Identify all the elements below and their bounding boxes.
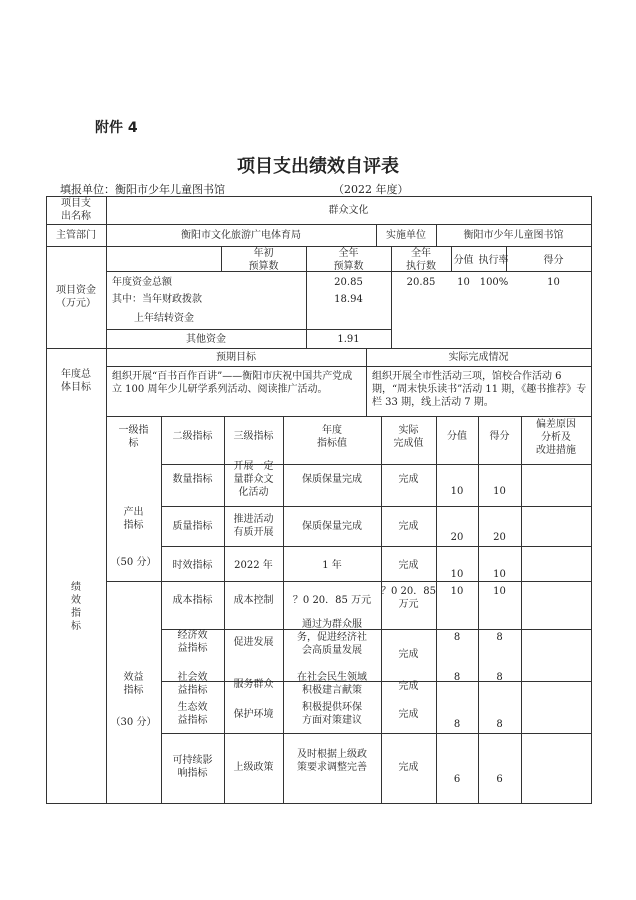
expected-goal-text: 组织开展“百书百作百讲”——衡阳市庆祝中国共产党成立 100 周年少儿研学系列活动、阅读推广活动。 — [112, 371, 353, 395]
grid-line — [106, 196, 107, 804]
hdr-deviation: 偏差原因 分析及 改进措施 — [536, 419, 576, 456]
hdr-actual: 实际 完成值 — [393, 425, 424, 449]
ind-row-level3: 保护环境 — [233, 709, 274, 720]
grid-line — [46, 803, 592, 804]
fiscal-full-year: 18.94 — [334, 294, 363, 305]
expected-goal-header: 预期目标 — [216, 352, 256, 363]
ind-row-level2: 成本指标 — [172, 595, 213, 606]
grid-line — [46, 224, 592, 225]
dept-label: 主管部门 — [56, 230, 96, 241]
grid-line — [591, 196, 592, 804]
grid-line — [161, 506, 592, 507]
ind-row-level2: 可持续影 响指标 — [172, 755, 213, 779]
total-funds-label: 年度资金总额 — [112, 277, 172, 288]
ind-row-level3: 成本控制 — [233, 595, 274, 606]
ind-row-actual: 完成 — [398, 649, 419, 660]
total-execution: 20.85 — [406, 277, 436, 288]
hdr-level3: 三级指标 — [233, 431, 274, 442]
ind-row-actual: 完成 — [398, 709, 419, 720]
grid-line — [521, 416, 522, 803]
ind-row-target: 保质保量完成 — [302, 474, 362, 485]
ind-row-actual: 完成 — [398, 560, 419, 571]
col-execution: 全年 执行数 — [406, 248, 436, 272]
col-annual-plan: 年初 预算数 — [248, 248, 279, 272]
effect-indicator-label: 效益 指标 — [123, 672, 144, 696]
ind-row-score: 6 — [496, 774, 503, 785]
ind-row-actual: 完成 — [398, 762, 419, 773]
ind-row-target: 保质保量完成 — [302, 521, 362, 532]
grid-line — [106, 329, 391, 330]
evaluation-table — [46, 196, 592, 804]
hdr-level2: 二级指标 — [172, 431, 213, 442]
ind-row-score: 10 — [493, 486, 506, 497]
ind-row-level2: 社会效 益指标 — [177, 672, 208, 696]
ind-row-score: 8 — [496, 719, 503, 730]
ind-row-actual: 完成 — [398, 681, 419, 692]
project-name-value: 群众文化 — [328, 205, 369, 216]
effect-indicator-points: （30 分） — [110, 717, 157, 728]
ind-row-score-value: 8 — [453, 672, 461, 683]
ind-row-actual: 完成 — [398, 521, 419, 532]
hdr-target: 年度 指标值 — [317, 425, 347, 449]
exec-unit-label: 实施单位 — [386, 230, 426, 241]
ind-row-actual: 完成 — [398, 474, 419, 485]
ind-row-target: 1 年 — [322, 560, 342, 571]
fiscal-label: 其中：当年财政拨款 — [112, 294, 202, 305]
grid-line — [161, 546, 592, 547]
ind-row-level3: 2022 年 — [234, 560, 273, 571]
col-exec-rate: 执行率 — [478, 255, 509, 266]
project-name-label: 项目支 出名称 — [61, 198, 91, 222]
page-title: 项目支出绩效自评表 — [237, 156, 399, 177]
col-score-value: 分值 — [453, 255, 474, 266]
ind-row-level3: 推进活动 有质开展 — [233, 514, 274, 538]
ind-row-score-value: 8 — [453, 719, 461, 730]
carryover-label: 上年结转资金 — [134, 313, 194, 324]
ind-row-score-value: 6 — [453, 774, 461, 785]
ind-row-target: 及时根据上级政 策要求调整完善 — [297, 749, 367, 773]
ind-row-actual: ？0 20．85 万元 — [381, 586, 436, 610]
hdr-score: 得分 — [489, 431, 510, 442]
ind-row-score: 8 — [496, 672, 503, 683]
funds-label: 项目资金 （万元） — [56, 285, 96, 309]
ind-row-level2: 质量指标 — [172, 521, 213, 532]
ind-row-level2: 经济效 益指标 — [177, 630, 208, 654]
ind-row-level3: 促进发展 — [233, 637, 274, 648]
other-full-year: 1.91 — [337, 334, 360, 345]
grid-line — [436, 416, 437, 803]
ind-row-level2: 生态效 益指标 — [177, 702, 208, 726]
grid-line — [106, 366, 592, 367]
grid-line — [106, 581, 592, 582]
grid-line — [46, 196, 592, 197]
ind-row-score: 20 — [493, 532, 506, 543]
grid-line — [478, 416, 479, 803]
report-year: （2022 年度） — [333, 183, 409, 196]
ind-row-score: 10 — [493, 569, 506, 580]
col-full-year: 全年 预算数 — [333, 248, 364, 272]
ind-row-target: 通过为群众服 务，促进经济社 会高质量发展 — [297, 619, 367, 656]
hdr-score-value: 分值 — [447, 431, 467, 442]
actual-completion-text: 组织开展全市性活动三项，馆校合作活动 6 期，“周末快乐读书”活动 11 期，《趣书推荐》专栏 33 期，线上活动 7 期。 — [372, 371, 587, 408]
output-indicator-label: 产出 指标 — [123, 507, 144, 531]
ind-row-score-value: 10 — [450, 486, 464, 497]
grid-line — [161, 733, 592, 734]
ind-row-level3: 开展一定 量群众文 化活动 — [233, 461, 274, 498]
attachment-label: 附件 4 — [95, 120, 138, 136]
actual-completion-header: 实际完成情况 — [448, 352, 509, 363]
indicators-label: 绩 效 指 标 — [71, 582, 81, 632]
col-score: 得分 — [543, 255, 564, 266]
grid-line — [106, 416, 592, 417]
ind-row-target: 积极提供环保 方面对策建议 — [302, 702, 362, 726]
ind-row-score-value: 8 — [453, 632, 461, 643]
ind-row-score: 10 — [493, 586, 506, 597]
ind-row-target: ？0 20．85 万元 — [292, 595, 372, 606]
ind-row-target: 在社会民生领域 积极建言献策 — [297, 672, 367, 696]
ind-row-level2: 时效指标 — [172, 560, 213, 571]
other-funds-label: 其他资金 — [186, 334, 226, 345]
ind-row-score-value: 10 — [450, 569, 464, 580]
ind-row-score: 8 — [496, 632, 503, 643]
total-score-value: 10 — [457, 277, 470, 288]
output-indicator-points: （50 分） — [110, 557, 157, 568]
exec-unit-value: 衡阳市少年儿童图书馆 — [463, 230, 564, 241]
ind-row-score-value: 10 — [450, 586, 464, 597]
ind-row-score-value: 20 — [450, 532, 464, 543]
ind-row-level2: 数量指标 — [172, 474, 213, 485]
ind-row-level3: 上级政策 — [233, 762, 274, 773]
goals-label: 年度总 体目标 — [61, 369, 91, 393]
total-full-year: 20.85 — [334, 277, 363, 288]
total-score: 10 — [547, 277, 560, 288]
hdr-level1: 一级指 标 — [118, 425, 149, 449]
grid-line — [46, 348, 592, 349]
filler-unit: 填报单位：衡阳市少年儿童图书馆 — [60, 183, 225, 196]
total-exec-rate: 100% — [479, 277, 509, 288]
dept-value: 衡阳市文化旅游广电体育局 — [181, 230, 301, 241]
ind-row-level3: 服务群众 — [233, 679, 274, 690]
